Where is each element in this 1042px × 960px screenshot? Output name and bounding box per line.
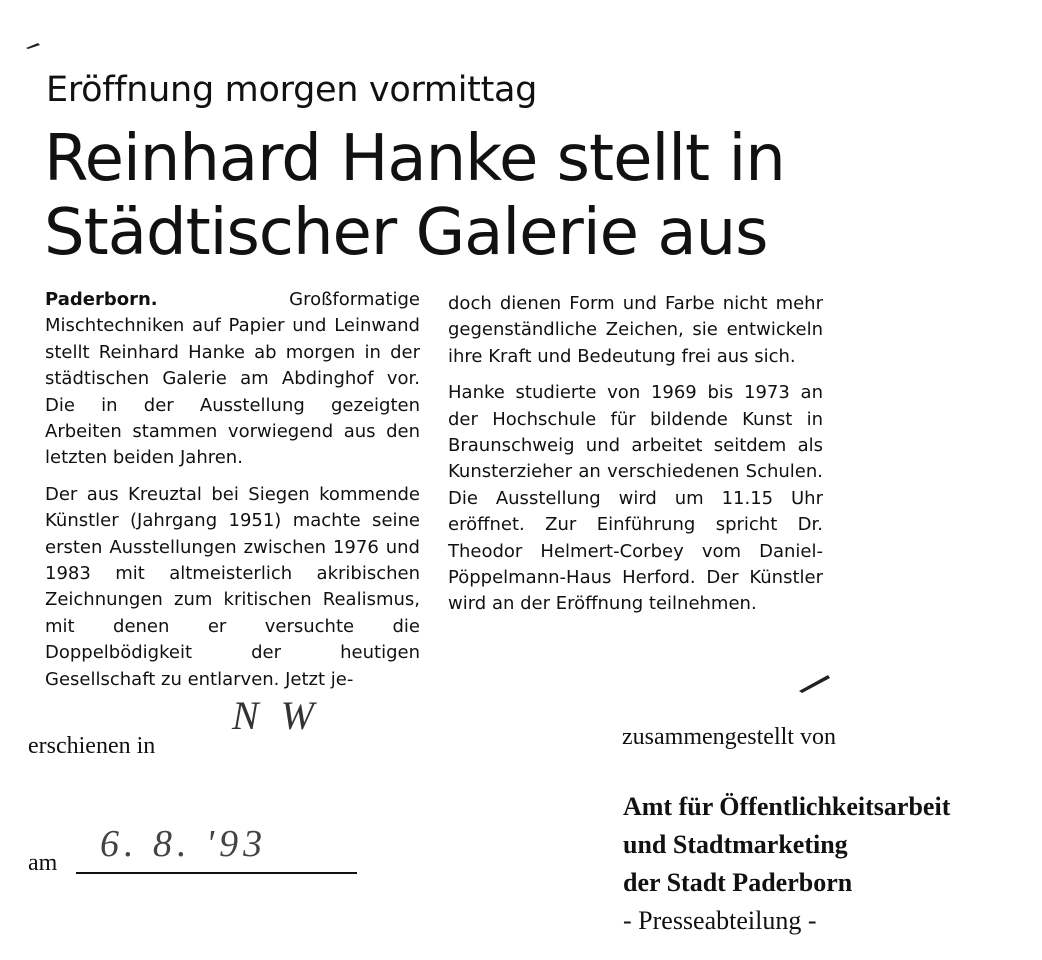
article-headline	[44, 122, 785, 270]
article-column-2	[448, 291, 823, 618]
article-column-1	[45, 287, 420, 693]
compiled-by-label: zusammengestellt von	[622, 724, 836, 750]
scan-mark-top-left	[26, 42, 42, 50]
press-department: - Presseabteilung -	[623, 906, 817, 935]
office-line: und Stadtmarketing	[623, 830, 848, 859]
paragraph: Der aus Kreuztal bei Siegen kommende Künstler (Jahrgang 1951) machte seine ersten Ausstellungen zwischen 1976 und 1983 mit altmeisterlich akribischen Zeichnungen zum kritischen Realismus, mit denen er versuchte die Doppelbödigkeit der heutigen Gesellschaft zu entlarven. Jetzt je-	[45, 483, 420, 690]
dateline: Paderborn.	[45, 289, 158, 310]
paragraph: doch dienen Form und Farbe nicht mehr gegenständliche Zeichen, sie entwickeln ihre Kraft und Bedeutung frei aus sich.	[448, 293, 823, 367]
scan-mark-right	[798, 672, 832, 694]
paragraph: Hanke studierte von 1969 bis 1973 an der Hochschule für bildende Kunst in Braunschweig und arbeitet seitdem als Kunsterzieher an verschiedenen Schulen. Die Ausstellung wird um 11.15 Uhr eröffnet. Zur Einführung spricht Dr. Theodor Helmert-Corbey vom Daniel-Pöppelmann-Haus Herford. Der Künstler wird an der Eröffnung teilnehmen.	[448, 382, 823, 615]
paragraph-text: Großformatige Mischtechniken auf Papier und Leinwand stellt Reinhard Hanke ab morgen in der städtischen Galerie am Abdinghof vor. Die in der Ausstellung gezeigten Arbeiten stammen vorwiegend aus den letzten beiden Jahren.	[45, 289, 420, 469]
date-underline	[76, 872, 357, 874]
article-kicker: Eröffnung morgen vormittag	[46, 70, 538, 110]
office-line: Amt für Öffentlichkeitsarbeit	[623, 792, 951, 821]
date-handwriting: 6. 8. '93	[100, 823, 268, 865]
paragraph	[45, 287, 420, 472]
published-in-label: erschienen in	[28, 733, 156, 759]
published-in-handwriting: N W	[232, 693, 320, 738]
headline-line-1: Reinhard Hanke stellt in	[44, 122, 785, 196]
headline-line-2: Städtischer Galerie aus	[44, 196, 768, 270]
office-line: der Stadt Paderborn	[623, 868, 853, 897]
date-label: am	[28, 850, 58, 876]
office-block	[623, 788, 950, 940]
